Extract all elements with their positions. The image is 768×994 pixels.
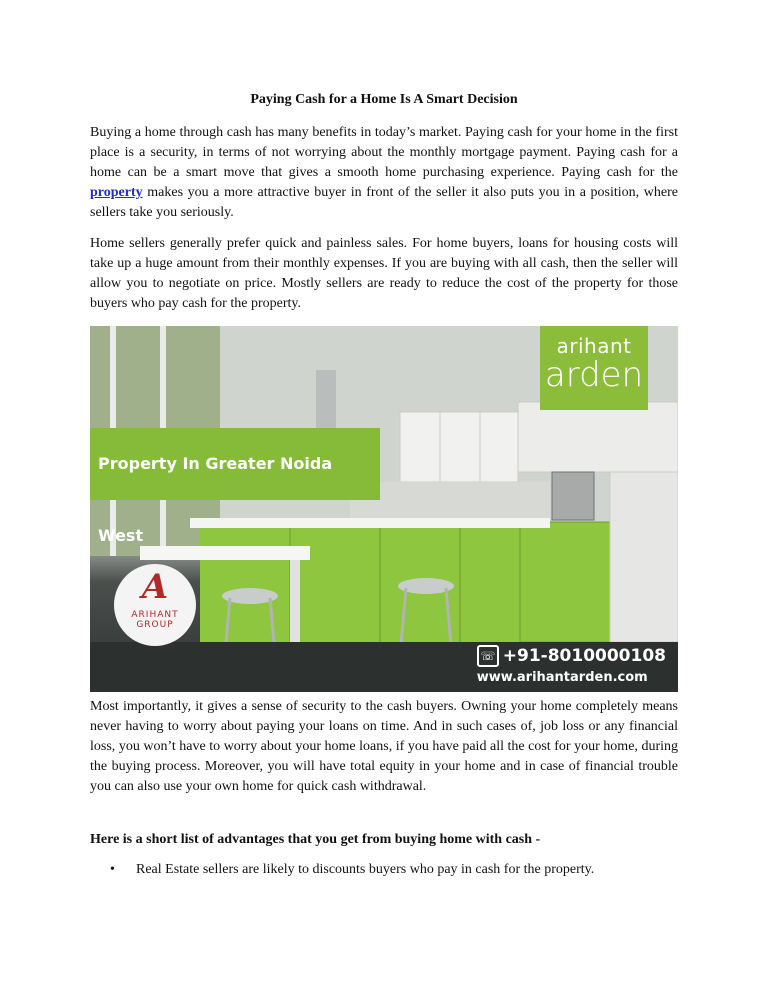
upper-cabinets: [400, 412, 518, 482]
phone-row: [477, 644, 666, 668]
property-link[interactable]: property: [90, 185, 143, 200]
tall-green-cabinet: [520, 522, 610, 642]
green-base-cabinets: [200, 526, 540, 642]
advantages-list: [90, 860, 678, 880]
arihant-group-logo: [114, 564, 196, 646]
paragraph-1-text-b: makes you a more attractive buyer in front of the seller it also puts you in a position, where sellers take you seriously.: [90, 185, 678, 220]
paragraph-2: Home sellers generally prefer quick and painless sales. For home buyers, loans for housing costs will take up a huge amount from their monthly expenses. If you are buying with all cash, then the seller will allow you to negotiate on price. Mostly sellers are ready to reduce the cost of the property for those buyers who pay cash for the property.: [90, 236, 678, 311]
website-text: www.arihantarden.com: [476, 670, 648, 685]
phone-icon: ☏: [477, 645, 499, 667]
group-logo-mark: A: [141, 567, 169, 607]
list-item: [90, 860, 678, 880]
property-banner-image: [90, 326, 678, 692]
banner-tagline: Property In Greater Noida West: [90, 428, 380, 500]
upper-cabinets-right: [518, 402, 678, 472]
banner-contact: [477, 644, 666, 688]
oven: [552, 472, 594, 520]
document-title: Paying Cash for a Home Is A Smart Decision: [250, 92, 518, 107]
list-item-text: Real Estate sellers are likely to discounts buyers who pay in cash for the property.: [136, 862, 595, 877]
paragraph-3: Most importantly, it gives a sense of security to the cash buyers. Owning your home completely means never having to worry about paying your loans on time. And in such cases of, job loss or any financial loss, you won’t have to worry about your home loans, if you have paid all the cost for your home, during the buying process. Moreover, you will have total equity in your home and in case of financial trouble you can also use your own home for quick cash withdrawal.: [90, 699, 678, 794]
bullet-icon: •: [110, 862, 115, 877]
brand-big-text: arden: [544, 355, 644, 395]
advantages-heading: Here is a short list of advantages that you get from buying home with cash -: [90, 832, 541, 847]
phone-number: +91-8010000108: [502, 646, 666, 666]
bar-leg: [290, 560, 300, 650]
arihant-arden-logo: [540, 326, 648, 410]
group-logo-line-2: GROUP: [136, 620, 174, 630]
paragraph-1: [90, 123, 678, 223]
brand-small-text: arihant: [556, 334, 632, 358]
group-logo-line-1: ARIHANT: [131, 610, 179, 620]
breakfast-bar: [140, 546, 310, 560]
countertop: [190, 518, 550, 528]
range-hood: [316, 370, 336, 430]
paragraph-1-text-a: Buying a home through cash has many benefits in today’s market. Paying cash for your home in the first place is a security, in terms of not worrying about the monthly mortgage payment. Paying cash for a home can be a smart move that gives a smooth home purchasing experience. Paying cash for the: [90, 125, 678, 180]
tall-white-cabinet: [610, 472, 678, 642]
